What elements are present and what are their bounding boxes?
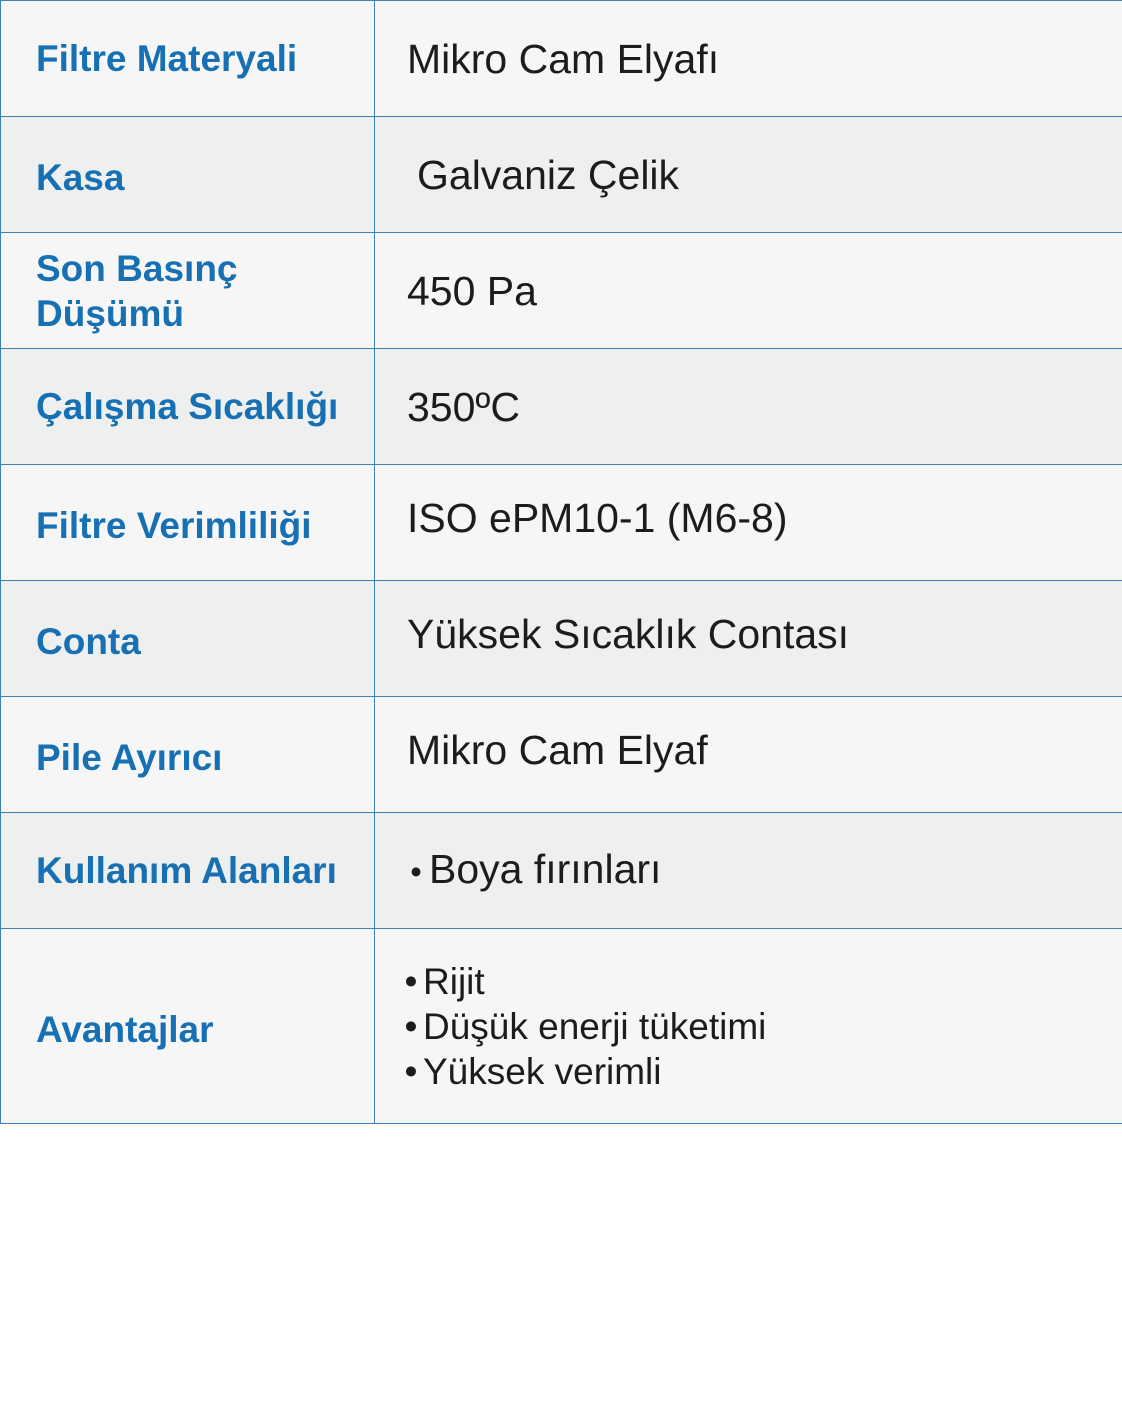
row-label-application-areas: Kullanım Alanları xyxy=(36,850,337,891)
row-label-filter-material: Filtre Materyali xyxy=(36,38,298,79)
row-label-operating-temperature: Çalışma Sıcaklığı xyxy=(36,386,339,427)
label-cell xyxy=(1,1,375,117)
value-cell xyxy=(375,813,1122,929)
table-row xyxy=(1,117,1122,233)
value-cell xyxy=(375,233,1122,349)
label-cell xyxy=(1,233,375,349)
application-areas-item-text: Boya fırınları xyxy=(429,846,662,892)
bullet-icon: • xyxy=(404,1005,418,1047)
row-value-filter-efficiency: ISO ePM10-1 (M6-8) xyxy=(407,494,788,541)
row-value-casing: Galvaniz Çelik xyxy=(417,151,680,198)
row-value-gasket: Yüksek Sıcaklık Contası xyxy=(407,610,850,657)
row-label-filter-efficiency: Filtre Verimliliği xyxy=(36,505,312,546)
row-label-pleat-separator: Pile Ayırıcı xyxy=(36,737,223,778)
row-value-pleat-separator: Mikro Cam Elyaf xyxy=(407,726,708,773)
advantage-text: Düşük enerji tüketimi xyxy=(423,1005,767,1047)
label-cell xyxy=(1,117,375,233)
row-label-casing: Kasa xyxy=(36,157,125,198)
list-item xyxy=(399,1049,1102,1094)
label-cell xyxy=(1,465,375,581)
row-label-final-pressure-drop: Son Basınç Düşümü xyxy=(36,247,238,334)
value-cell xyxy=(375,1,1122,117)
application-areas-item xyxy=(375,846,1122,895)
label-cell xyxy=(1,697,375,813)
advantage-text: Yüksek verimli xyxy=(423,1050,662,1092)
table-row xyxy=(1,929,1122,1124)
row-value-filter-material: Mikro Cam Elyafı xyxy=(407,35,720,82)
row-value-operating-temperature: 350ºC xyxy=(407,383,520,430)
label-cell xyxy=(1,349,375,465)
table-row xyxy=(1,465,1122,581)
table-row xyxy=(1,581,1122,697)
bullet-icon: • xyxy=(404,1050,418,1092)
value-cell xyxy=(375,465,1122,581)
bullet-icon: • xyxy=(404,960,418,1002)
advantages-list xyxy=(375,959,1122,1094)
row-value-final-pressure-drop: 450 Pa xyxy=(407,267,537,314)
table-row xyxy=(1,233,1122,349)
advantage-text: Rijit xyxy=(423,960,485,1002)
table-row xyxy=(1,1,1122,117)
value-cell xyxy=(375,581,1122,697)
row-label-gasket: Conta xyxy=(36,621,141,662)
table-row xyxy=(1,349,1122,465)
value-cell xyxy=(375,117,1122,233)
value-cell xyxy=(375,929,1122,1124)
value-cell xyxy=(375,697,1122,813)
label-cell xyxy=(1,581,375,697)
table-row xyxy=(1,813,1122,929)
value-cell xyxy=(375,349,1122,465)
label-cell xyxy=(1,929,375,1124)
list-item xyxy=(399,959,1102,1004)
bullet-icon: • xyxy=(410,853,422,890)
label-cell xyxy=(1,813,375,929)
row-label-advantages: Avantajlar xyxy=(36,1008,214,1050)
list-item xyxy=(399,1004,1102,1049)
table-row xyxy=(1,697,1122,813)
